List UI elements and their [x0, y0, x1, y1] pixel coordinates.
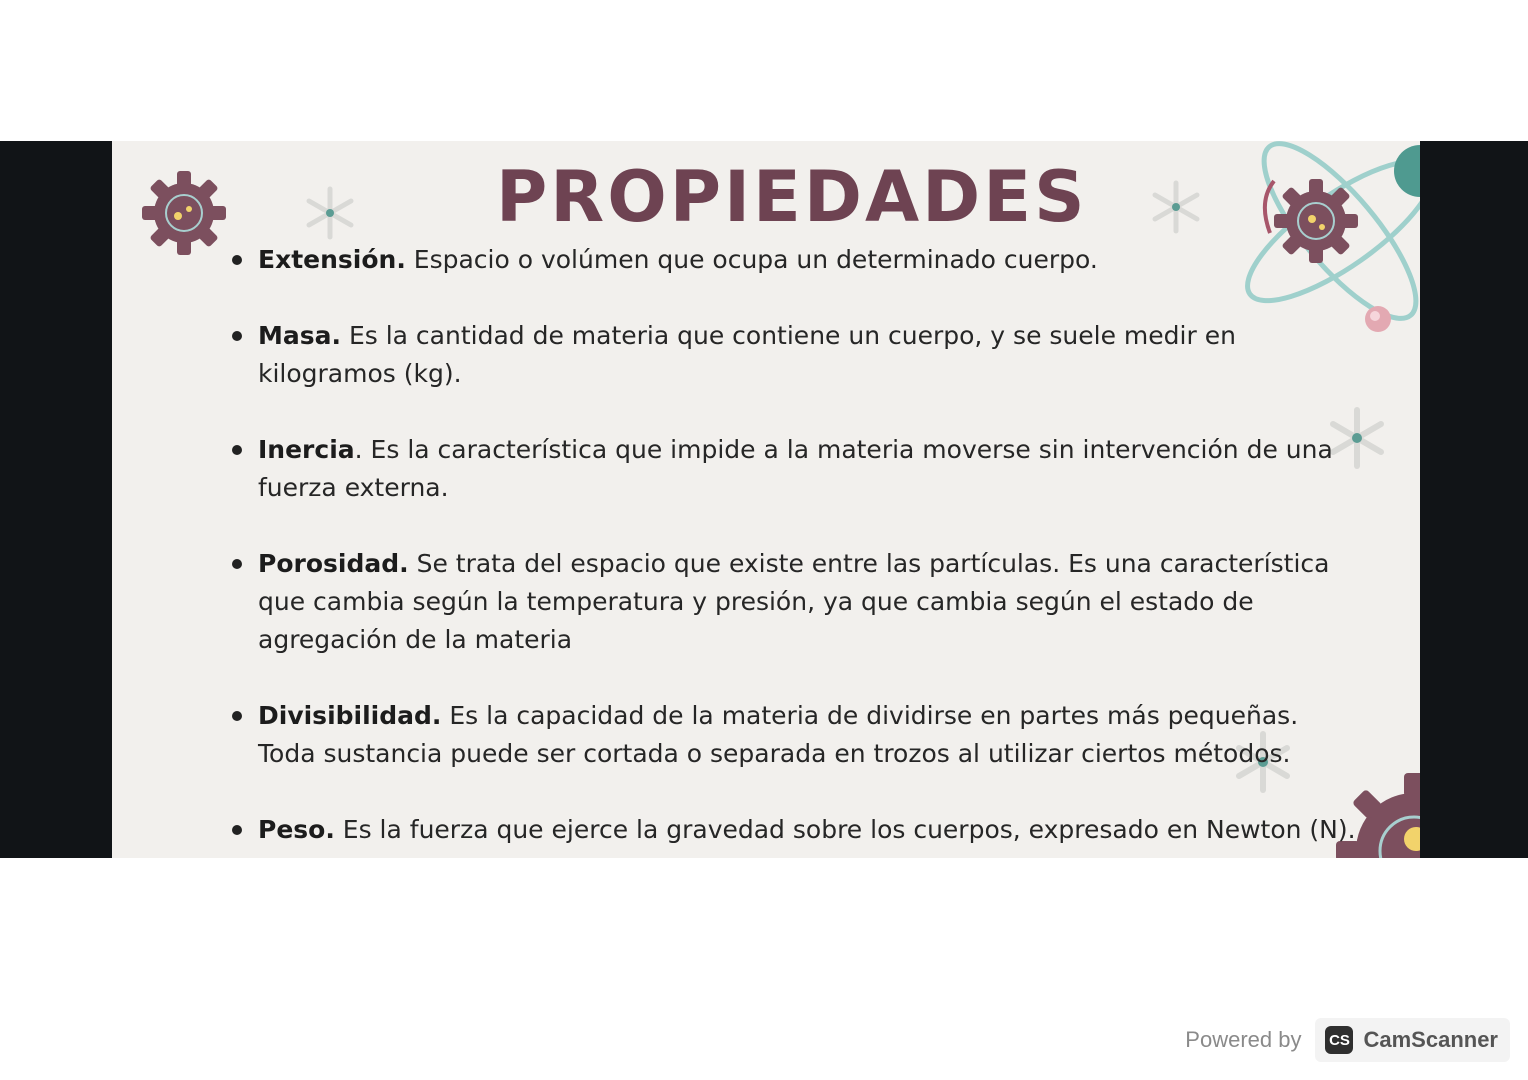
- list-item: [228, 811, 1358, 849]
- camscanner-watermark: [1185, 1018, 1510, 1062]
- slide-title: PROPIEDADES: [496, 156, 1088, 238]
- item-text: Es la fuerza que ejerce la gravedad sobre los cuerpos, expresado en Newton (N).: [334, 815, 1356, 844]
- star-icon: [300, 183, 360, 243]
- list-item: [228, 697, 1358, 773]
- item-text: Es la cantidad de materia que contiene un cuerpo, y se suele medir en kilogramos (kg).: [258, 321, 1236, 388]
- camscanner-brand: CamScanner: [1363, 1027, 1498, 1052]
- star-icon: [1146, 177, 1206, 237]
- item-term: Inercia: [258, 435, 355, 464]
- list-item: [228, 431, 1358, 507]
- item-term: Porosidad.: [258, 549, 409, 578]
- gear-icon: [140, 169, 228, 257]
- powered-by-label: Powered by: [1185, 1027, 1302, 1052]
- item-text: Se trata del espacio que existe entre las partículas. Es una característica que cambia según la temperatura y presión, ya que cambia según el estado de agregación de la materia: [258, 549, 1330, 654]
- item-text: . Es la característica que impide a la materia moverse sin intervención de una fuerza externa.: [258, 435, 1333, 502]
- item-term: Extensión.: [258, 245, 406, 274]
- property-list: [228, 241, 1358, 849]
- list-item: [228, 317, 1358, 393]
- list-item: [228, 241, 1358, 279]
- item-term: Divisibilidad.: [258, 701, 442, 730]
- camscanner-badge: [1315, 1018, 1510, 1062]
- slide: [112, 141, 1420, 858]
- list-item: [228, 545, 1358, 659]
- item-text: Espacio o volúmen que ocupa un determinado cuerpo.: [405, 245, 1098, 274]
- item-term: Masa.: [258, 321, 341, 350]
- camscanner-logo-icon: CS: [1325, 1026, 1353, 1054]
- item-text: Es la capacidad de la materia de dividirse en partes más pequeñas. Toda sustancia puede ser cortada o separada en trozos al utilizar ciertos métodos.: [258, 701, 1299, 768]
- item-term: Peso.: [258, 815, 335, 844]
